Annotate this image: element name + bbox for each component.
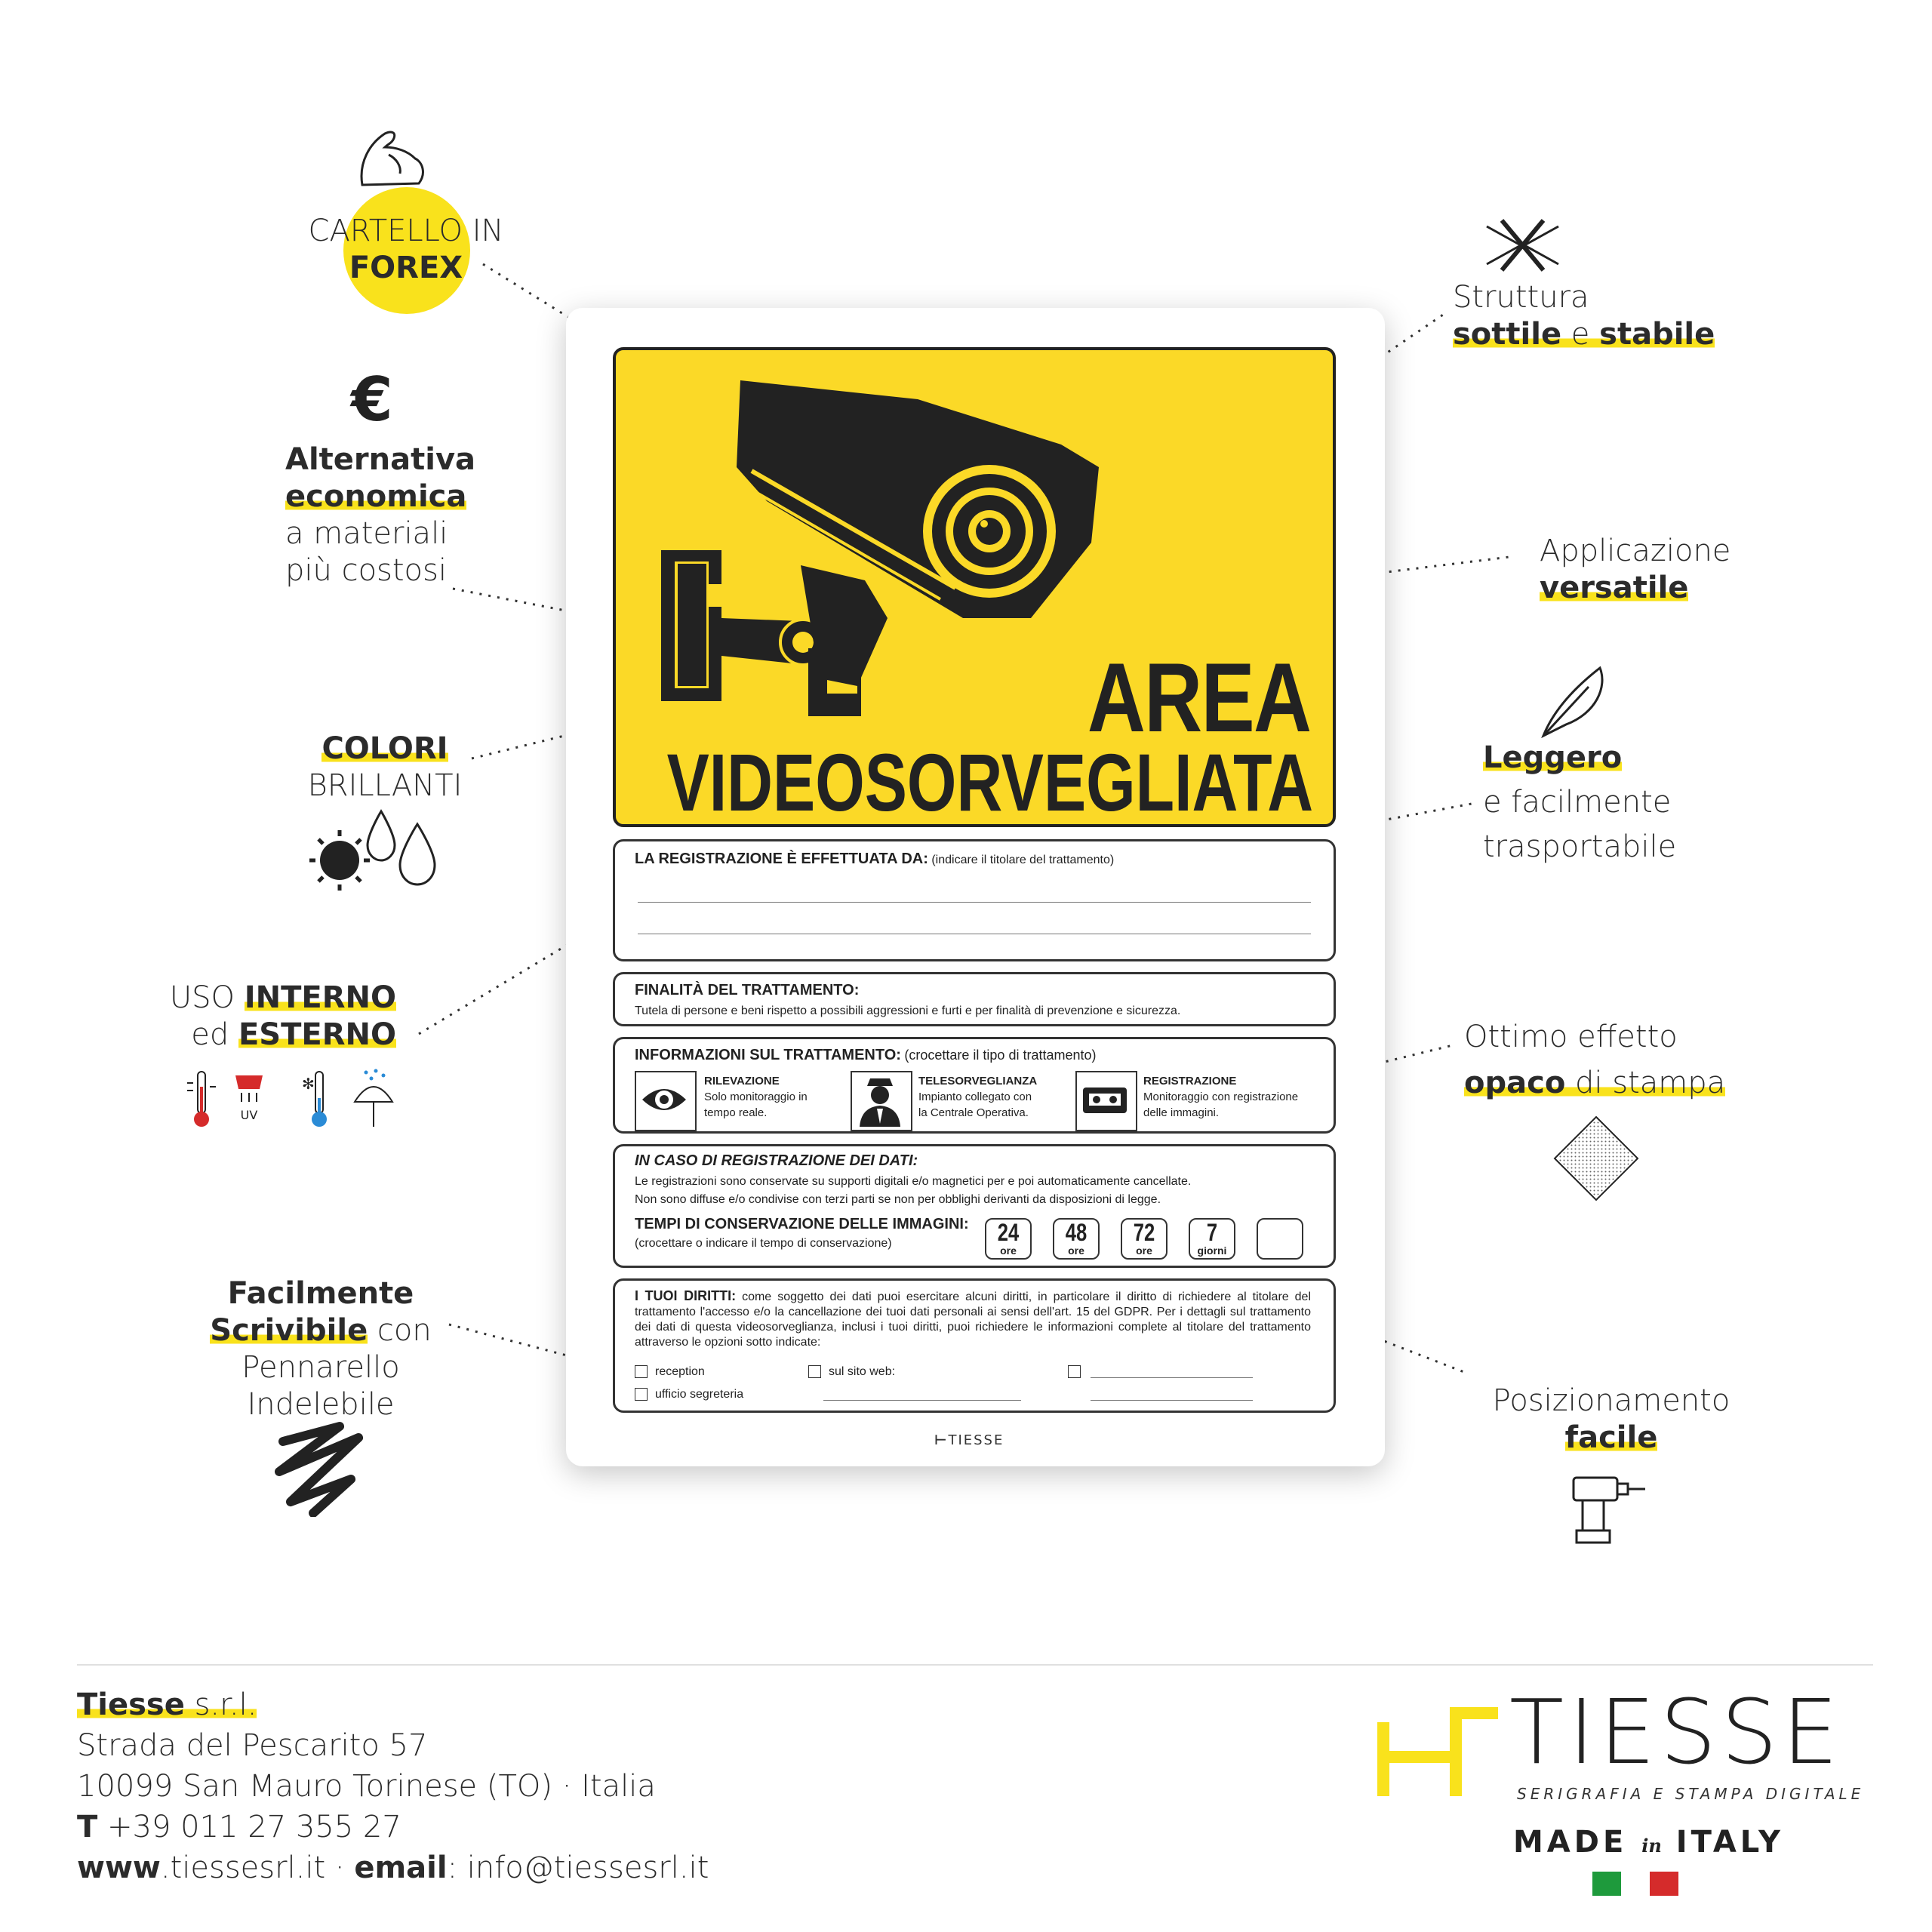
uso-pre1: USO — [169, 980, 245, 1015]
cassette-icon — [1075, 1071, 1137, 1131]
time-option[interactable]: 48 ore — [1053, 1218, 1100, 1260]
caso-line1: Le registrazioni sono conservate su supporti digitali e/o magnetici per e poi automaticamente cancellate. — [635, 1175, 1192, 1188]
feature-uso — [155, 980, 396, 1054]
diritti-text: come soggetto dei dati puoi esercitare alcuni diritti, in particolare il diritto di richiedere al titolare del trattamento l'accesso e/o la cancellazione dei tuoi dati personali ai sensi dell'art. 15 del GDPR. Per i dettagli sul trattamento dei dati di questa videosorveglianza, inclusi i tuoi diritti, puoi richiedere le informazioni complete al titolare del trattamento attraverso le opzioni sotto indicate: — [635, 1291, 1312, 1349]
time-option-custom[interactable] — [1257, 1218, 1303, 1260]
economica-line3: a materiali — [285, 516, 448, 551]
flag-white — [1621, 1872, 1650, 1896]
checkbox[interactable] — [635, 1365, 648, 1378]
web-domain[interactable]: .tiessesrl.it · — [160, 1850, 355, 1885]
eye-icon — [635, 1071, 697, 1131]
diritti-label: I TUOI DIRITTI: — [635, 1288, 737, 1303]
box-diritti — [613, 1278, 1336, 1413]
colori-line2: BRILLANTI — [307, 768, 463, 803]
checkbox[interactable] — [635, 1388, 648, 1401]
feature-applicazione — [1540, 533, 1730, 607]
thermometer-hot-icon — [187, 1072, 216, 1127]
forex-line2: FOREX — [349, 251, 463, 285]
scrivibile-line4: Indelebile — [247, 1387, 395, 1422]
uso-pre2: ed — [191, 1017, 238, 1052]
scrivibile-post2: con — [368, 1313, 432, 1348]
email-label: email — [354, 1850, 448, 1885]
weather-icons — [181, 1068, 408, 1132]
reg-note: (indicare il titolare del trattamento) — [931, 854, 1115, 866]
scrivibile-bold1: Facilmente — [227, 1276, 414, 1311]
email-address[interactable]: : info@tiessesrl.it — [447, 1850, 709, 1885]
posizionamento-bold1: facile — [1564, 1420, 1658, 1455]
feature-opaco — [1464, 1019, 1725, 1102]
feature-struttura — [1453, 279, 1715, 353]
guard-icon — [851, 1071, 912, 1131]
scrivibile-line3: Pennarello — [242, 1350, 400, 1385]
phone-number: +39 011 27 355 27 — [97, 1810, 401, 1844]
type-line: tempo reale. — [704, 1106, 768, 1119]
struttura-line1: Struttura — [1453, 280, 1589, 315]
divider — [77, 1664, 1873, 1666]
box-registrazione — [613, 839, 1336, 961]
muscle-icon — [355, 125, 430, 192]
opaco-bold1: opaco — [1464, 1066, 1566, 1100]
forex-line1: CARTELLO IN — [308, 214, 504, 248]
tempi-label: TEMPI DI CONSERVAZIONE DELLE IMMAGINI: — [635, 1216, 969, 1232]
type-title: REGISTRAZIONE — [1143, 1075, 1237, 1088]
time-option[interactable]: 24 ore — [985, 1218, 1032, 1260]
cctv-camera-icon — [638, 369, 1137, 731]
euro-icon: € — [351, 365, 393, 435]
type-line: delle immagini. — [1143, 1106, 1220, 1119]
matte-diamond-icon — [1551, 1113, 1641, 1204]
sign-title-videosorvegliata: VIDEOSORVEGLIATA — [666, 737, 1313, 828]
company-suffix: s.r.l. — [184, 1687, 257, 1722]
phone-label: T — [77, 1810, 98, 1844]
opaco-line1: Ottimo effetto — [1464, 1020, 1678, 1054]
fin-label: FINALITÀ DEL TRATTAMENTO: — [635, 982, 860, 998]
marker-scribble-icon — [268, 1419, 374, 1517]
opaco-post: di stampa — [1565, 1066, 1726, 1100]
info-label: INFORMAZIONI SUL TRATTAMENTO: — [635, 1047, 901, 1063]
option-reception[interactable]: reception — [635, 1365, 705, 1379]
flag-green — [1592, 1872, 1621, 1896]
option-segreteria[interactable]: ufficio segreteria — [635, 1388, 743, 1401]
write-line[interactable] — [1091, 1377, 1253, 1378]
logo-tagline: SERIGRAFIA E STAMPA DIGITALE — [1517, 1785, 1865, 1803]
drill-icon — [1566, 1472, 1649, 1547]
feature-colori — [287, 731, 483, 804]
colori-line1: COLORI — [321, 731, 448, 766]
scrivibile-bold2: Scrivibile — [210, 1313, 368, 1348]
feature-forex — [293, 213, 519, 287]
economica-line2: economica — [285, 479, 467, 514]
info-note: (crocettare il tipo di trattamento) — [904, 1048, 1097, 1063]
leggero-line3: trasportabile — [1483, 829, 1677, 864]
uso-bold1: INTERNO — [244, 980, 396, 1015]
struttura-bold2: stabile — [1599, 317, 1715, 352]
type-title: TELESORVEGLIANZA — [918, 1075, 1038, 1088]
uv-icon — [235, 1075, 263, 1122]
sign-brand: ⊢TIESSE — [934, 1432, 1004, 1448]
feature-economica — [285, 441, 475, 589]
made-in-italy: MADE in ITALY — [1513, 1825, 1784, 1860]
caso-line2: Non sono diffuse e/o condivise con terzi parti se non per obblighi derivanti da disposizioni di legge. — [635, 1193, 1161, 1206]
struttura-mid: e — [1561, 317, 1600, 352]
umbrella-icon — [355, 1069, 392, 1128]
feature-posizionamento — [1475, 1383, 1747, 1457]
tiesse-logo-mark — [1377, 1707, 1498, 1796]
type-line: Monitoraggio con registrazione — [1143, 1091, 1299, 1103]
option-other[interactable] — [1068, 1365, 1088, 1379]
address-line2: 10099 San Mauro Torinese (TO) · Italia — [77, 1769, 656, 1804]
write-line[interactable] — [823, 1400, 1021, 1401]
address-line1: Strada del Pescarito 57 — [77, 1728, 428, 1763]
sun-drops-icon — [306, 808, 445, 891]
economica-line4: più costosi — [285, 553, 447, 588]
type-title: RILEVAZIONE — [704, 1075, 780, 1088]
write-line[interactable] — [1091, 1400, 1253, 1401]
box-informazioni — [613, 1037, 1336, 1134]
svg-text:✻: ✻ — [302, 1075, 315, 1093]
thermometer-cold-icon — [302, 1072, 327, 1127]
applicazione-line1: Applicazione — [1540, 534, 1731, 568]
uso-bold2: ESTERNO — [238, 1017, 396, 1052]
caso-label: IN CASO DI REGISTRAZIONE DEI DATI: — [635, 1152, 918, 1169]
sign-panel — [566, 308, 1385, 1466]
checkbox[interactable] — [808, 1365, 821, 1378]
time-option[interactable]: 72 ore — [1121, 1218, 1168, 1260]
applicazione-bold1: versatile — [1540, 571, 1689, 605]
option-web[interactable]: sul sito web: — [808, 1365, 895, 1379]
type-line: Solo monitoraggio in — [704, 1091, 808, 1103]
time-option[interactable]: 7 giorni — [1189, 1218, 1235, 1260]
sign-title-area: AREA — [1087, 642, 1310, 752]
box-caso-registrazione — [613, 1144, 1336, 1268]
fin-text: Tutela di persone e beni rispetto a possibili aggressioni e furti e per finalità di prevenzione e sicurezza. — [635, 1004, 1181, 1017]
struttura-bold1: sottile — [1453, 317, 1562, 352]
footer-contact — [77, 1684, 709, 1888]
leggero-line2: e facilmente — [1483, 785, 1672, 820]
type-line: Impianto collegato con — [918, 1091, 1032, 1103]
box-finalita — [613, 972, 1336, 1026]
sign-header — [613, 347, 1336, 827]
write-line[interactable] — [638, 902, 1311, 903]
flag-red — [1650, 1872, 1678, 1896]
feature-scrivibile — [185, 1275, 457, 1423]
type-line: la Centrale Operativa. — [918, 1106, 1029, 1119]
svg-text:UV: UV — [240, 1108, 258, 1122]
reg-label: LA REGISTRAZIONE È EFFETTUATA DA: — [635, 851, 928, 867]
checkbox[interactable] — [1068, 1365, 1081, 1378]
leggero-bold1: Leggero — [1483, 740, 1623, 775]
company-name: Tiesse — [77, 1687, 185, 1722]
feature-leggero — [1483, 740, 1676, 866]
thin-cross-icon — [1479, 219, 1566, 272]
economica-line1: Alternativa — [285, 442, 476, 477]
tempi-note: (crocettare o indicare il tempo di conservazione) — [635, 1237, 892, 1250]
web-prefix[interactable]: www — [77, 1850, 161, 1885]
logo-name: TIESSE — [1509, 1680, 1843, 1784]
posizionamento-line1: Posizionamento — [1492, 1383, 1730, 1418]
feather-icon — [1536, 664, 1611, 740]
